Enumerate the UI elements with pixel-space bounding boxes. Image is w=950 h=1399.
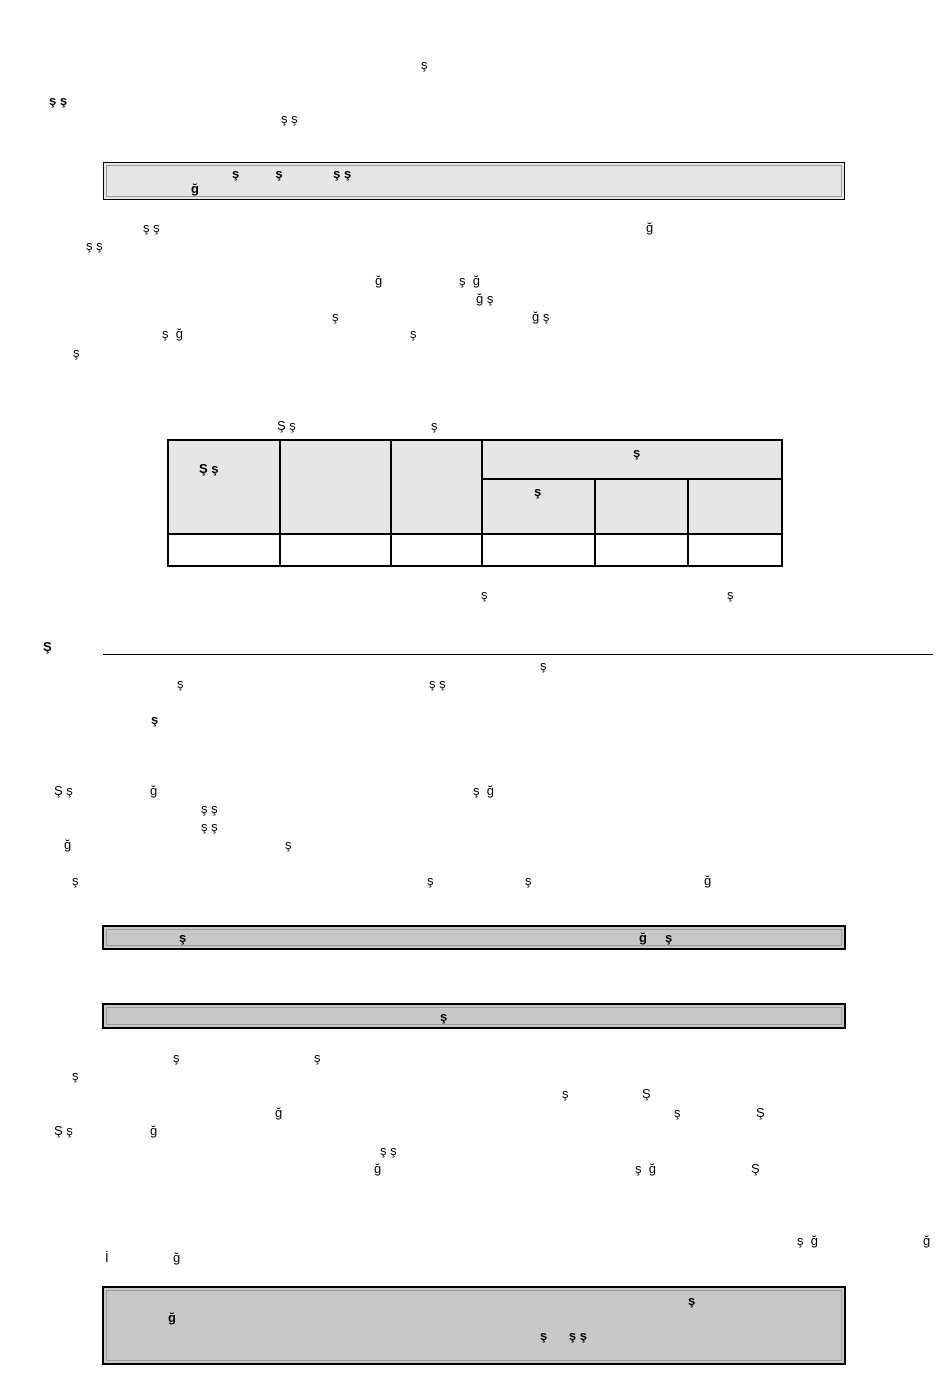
section2-text: ş ş xyxy=(201,819,218,834)
section2-text: Ş ş xyxy=(54,783,73,798)
para3-text: ş xyxy=(674,1105,681,1120)
table-cell xyxy=(280,534,391,566)
para3-text: ğ xyxy=(173,1250,181,1265)
box2-text: ş xyxy=(179,930,187,945)
section2-text: ş xyxy=(177,676,184,691)
section2-text: ş xyxy=(72,873,79,888)
header-left-glyphs: ş ş xyxy=(49,93,68,108)
para1-text: ğ ş xyxy=(532,309,550,324)
box4-text: ş xyxy=(688,1293,696,1308)
table-header-label: Ş ş xyxy=(199,461,219,476)
para3-text: Ş xyxy=(642,1086,651,1101)
para3-text: Ş ş xyxy=(54,1123,73,1138)
para3-text: ş xyxy=(72,1068,79,1083)
table-group-label: ş xyxy=(633,445,641,460)
para3-text: ğ xyxy=(150,1123,158,1138)
table-note: ş xyxy=(727,587,734,602)
table-note: ş xyxy=(481,587,488,602)
table-header-cell xyxy=(168,440,280,534)
para1-text: ğ ş xyxy=(476,291,494,306)
table-cell xyxy=(168,534,280,566)
para3-text: ş xyxy=(314,1050,321,1065)
para1-text: ş ğ xyxy=(162,326,183,341)
para3-text: Ş xyxy=(751,1161,760,1176)
para3-text: ş ğ xyxy=(797,1233,818,1248)
highlight-box-3 xyxy=(102,1003,846,1029)
para3-text: ş xyxy=(173,1050,180,1065)
para3-text: Ş xyxy=(756,1105,765,1120)
table-header-cell xyxy=(391,440,482,534)
table-header-cell xyxy=(280,440,391,534)
para3-text: ş xyxy=(562,1086,569,1101)
table-group-header xyxy=(482,440,782,479)
para1-text: ş ğ xyxy=(459,273,480,288)
table-cell xyxy=(688,534,782,566)
table-subheader-cell xyxy=(482,479,595,534)
section2-text: ş ğ xyxy=(473,783,494,798)
box1-line1: ş ş ş ş xyxy=(232,166,352,181)
section-rule xyxy=(103,654,933,655)
table-cell xyxy=(595,534,688,566)
para1-text: ğ xyxy=(375,273,383,288)
para1-text: ğ xyxy=(646,220,654,235)
table-caption: ş xyxy=(431,418,438,433)
section2-text: ğ xyxy=(704,873,712,888)
box3-text: ş xyxy=(440,1009,448,1024)
table-cell xyxy=(482,534,595,566)
highlight-box-1 xyxy=(103,162,845,200)
box2-text: ğ ş xyxy=(639,930,673,945)
data-table xyxy=(167,439,783,567)
para3-text: ş ğ xyxy=(635,1161,656,1176)
section2-text: ğ xyxy=(64,837,72,852)
para1-text: ş xyxy=(73,345,80,360)
section2-text: ş ş xyxy=(429,676,446,691)
table-subheader-cell xyxy=(688,479,782,534)
box4-text: ş ş ş xyxy=(540,1328,587,1343)
section-marker: Ş xyxy=(43,639,52,654)
table-subheader-label: ş xyxy=(534,484,542,499)
section2-text: ğ xyxy=(150,783,158,798)
para1-text: ş ş xyxy=(143,220,160,235)
section2-text: ş xyxy=(285,837,292,852)
highlight-box-2 xyxy=(102,925,846,950)
highlight-box-4 xyxy=(102,1286,846,1365)
para1-text: ş xyxy=(410,326,417,341)
table-subheader-cell xyxy=(595,479,688,534)
section2-text: ş xyxy=(540,658,547,673)
section2-text: ş ş xyxy=(201,801,218,816)
header-top-glyph: ş xyxy=(421,57,428,72)
para3-text: ğ xyxy=(275,1105,283,1120)
para3-text: ğ xyxy=(374,1161,382,1176)
para3-text: İ xyxy=(105,1250,109,1265)
para1-text: ş xyxy=(332,309,339,324)
header-sub-glyphs: ş ş xyxy=(281,111,298,126)
section2-text: ş xyxy=(525,873,532,888)
box4-text: ğ xyxy=(168,1310,176,1325)
para3-text: ğ xyxy=(923,1233,931,1248)
section2-text: ş xyxy=(151,712,159,727)
para3-text: ş ş xyxy=(380,1143,397,1158)
para1-text: ş ş xyxy=(86,238,103,253)
table-caption: Ş ş xyxy=(277,418,296,433)
section2-text: ş xyxy=(427,873,434,888)
table-cell xyxy=(391,534,482,566)
box1-line2: ğ xyxy=(191,181,199,196)
